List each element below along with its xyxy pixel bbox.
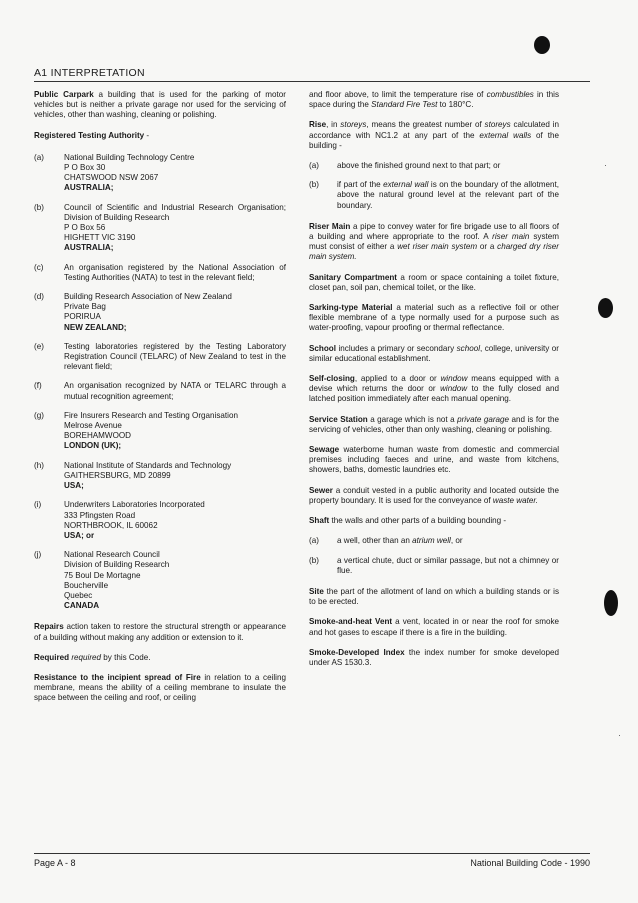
authority-item: (a) National Building Technology Centre P O Box 30 CHATSWOOD NSW 2067 AUSTRALIA;: [34, 152, 195, 193]
left-column: [34, 90, 286, 714]
authority-item: (f) An organisation recognized by NATA or TELARC through a mutual recognition agreement;: [34, 381, 286, 401]
definition-sewer: Sewer a conduit vested in a public authority and located outside the property boundary. It is used for the conveyance of waste water.: [309, 485, 559, 505]
authority-item: (g) Fire Insurers Research and Testing Organisation Melrose Avenue BOREHAMWOOD LONDON (UK);: [34, 410, 238, 451]
definition-sarking-type-material: Sarking-type Material a material such as a reflective foil or other flexible membrane of a type normally used for a purpose such as water-proofing, vapour proofing or thermal reflectance.: [309, 303, 559, 333]
shaft-item: (a) a well, other than an atrium well, or: [309, 536, 463, 546]
section-header: A1 INTERPRETATION: [34, 67, 145, 79]
definition-sanitary-compartment: Sanitary Compartment a room or space containing a toilet fixture, closet pan, soil pan, chemical toilet, or the like.: [309, 272, 559, 292]
definition-shaft: Shaft the walls and other parts of a building bounding -: [309, 516, 507, 526]
definition-resistance-continued: and floor above, to limit the temperature rise of combustibles in this space during the Standard Fire Test to 180°C.: [309, 90, 559, 110]
authority-item: (i) Underwriters Laboratories Incorporated 333 Pfingsten Road NORTHBROOK, IL 60062 USA; or: [34, 500, 205, 540]
margin-mark: ·: [618, 730, 621, 740]
authority-item: (b) Council of Scientific and Industrial Research Organisation; Division of Building Research P O Box 56 HIGHETT VIC 3190 AUSTRALIA;: [34, 202, 286, 253]
definition-rise: Rise, in storeys, means the greatest number of storeys calculated in accordance with NC1.2 at any part of the external walls of the building -: [309, 120, 560, 150]
definition-sewage: Sewage waterborne human waste from domestic and commercial premises including faeces and urine, and waste from kitchens, showers, baths, domestic laundries etc.: [309, 445, 559, 475]
definition-resistance-incipient-spread: Resistance to the incipient spread of Fire in relation to a ceiling membrane, means the ability of a ceiling membrane to insulate the space between the ceiling and roof, or ceiling: [34, 672, 286, 703]
definition-public-carpark: Public Carpark a building that is used for the parking of motor vehicles but is neither a private garage nor used for the servicing of vehicles, other than washing, cleaning or polishing.: [34, 90, 286, 120]
definition-self-closing: Self-closing, applied to a door or window means equipped with a devise which returns the door or window to the fully closed and latched position immediately after each manual opening.: [309, 374, 559, 404]
definition-school: School includes a primary or secondary school, college, university or similar educational establishment.: [309, 343, 559, 363]
definition-site: Site the part of the allotment of land on which a building stands or is to be erected.: [309, 586, 559, 607]
authority-item: (j) National Research Council Division of Building Research 75 Boul De Mortagne Boucherville Quebec CANADA: [34, 550, 170, 611]
document-title: National Building Code - 1990: [470, 858, 590, 868]
binder-hole-middle: [598, 298, 613, 318]
definition-registered-testing-authority: Registered Testing Authority -: [34, 130, 150, 140]
right-column: [309, 90, 559, 678]
footer-rule: [34, 853, 590, 854]
margin-mark: ·: [604, 160, 607, 170]
authority-item: (c) An organisation registered by the National Association of Testing Authorities (NATA) to test in the relevant field;: [34, 262, 286, 282]
header-rule: [34, 81, 590, 82]
authority-item: (e) Testing laboratories registered by the Testing Laboratory Registration Council (TELARC) of New Zealand to test in the relevant field;: [34, 341, 286, 372]
rise-item: (a) above the finished ground next to that part; or: [309, 161, 501, 171]
definition-smoke-developed-index: Smoke-Developed Index the index number for smoke developed under AS 1530.3.: [309, 647, 559, 667]
definition-repairs: Repairs action taken to restore the structural strength or appearance of a building without making any addition or extension to it.: [34, 622, 286, 642]
authority-item: (h) National Institute of Standards and Technology GAITHERSBURG, MD 20899 USA;: [34, 460, 232, 491]
binder-hole-bottom: [604, 590, 618, 616]
rise-item: (b) if part of the external wall is on the boundary of the allotment, above the natural ground level at the relevant part of the boundary.: [309, 180, 559, 210]
shaft-item: (b) a vertical chute, duct or similar passage, but not a chimney or flue.: [309, 555, 559, 575]
definition-smoke-and-heat-vent: Smoke-and-heat Vent a vent, located in or near the roof for smoke and hot gases to escape if there is a fire in the building.: [309, 617, 560, 637]
definition-service-station: Service Station a garage which is not a private garage and is for the servicing of vehicles, other than only washing, cleaning or polishing.: [309, 414, 560, 434]
binder-hole-top: [534, 36, 550, 54]
definition-required: Required required by this Code.: [34, 652, 151, 662]
definition-riser-main: Riser Main a pipe to convey water for fire brigade use to all floors of a building and where appropriate to the roof. A riser main system must consist of either a wet riser main system or a charged dry riser main system.: [309, 221, 559, 262]
page-number: Page A - 8: [34, 858, 76, 868]
authority-item: (d) Building Research Association of New Zealand Private Bag PORIRUA NEW ZEALAND;: [34, 292, 232, 332]
